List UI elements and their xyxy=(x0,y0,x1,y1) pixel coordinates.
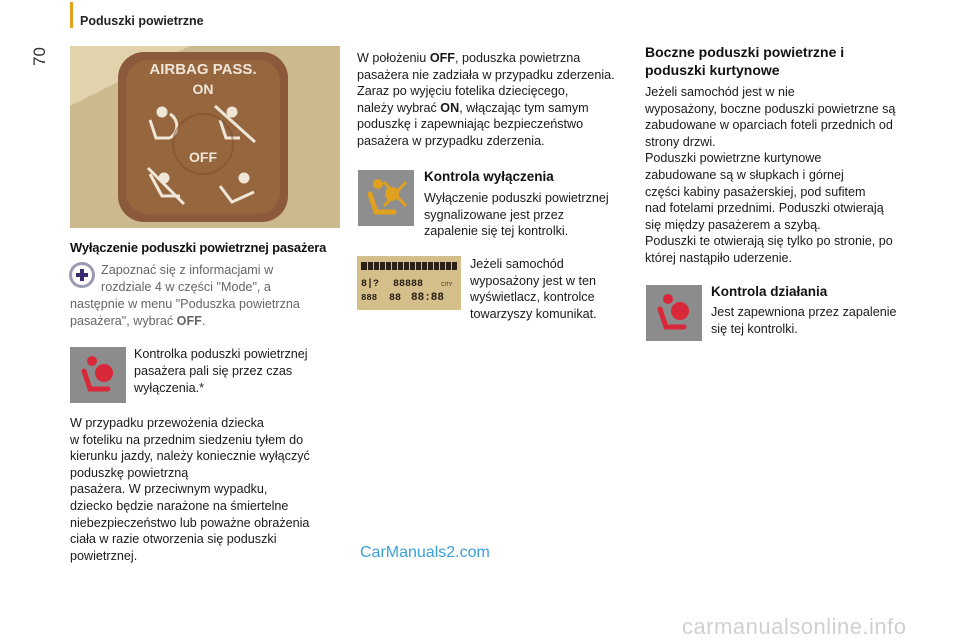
switch-off-text: OFF xyxy=(189,149,217,165)
left-para-line: niebezpieczeństwo lub poważne obrażenia xyxy=(70,515,310,530)
display-line: wyposażony jest w ten xyxy=(470,273,596,288)
info-plus-icon xyxy=(69,262,95,288)
airbag-switch-photo xyxy=(70,46,340,228)
carmanualsonline-watermark: carmanualsonline.info xyxy=(682,614,907,639)
kontrolka-line-2: pasażera pali się przez czas xyxy=(134,364,293,378)
note-off-bold: OFF xyxy=(176,314,202,328)
left-para-line: w foteliku na przednim siedzeniu tyłem do xyxy=(70,432,304,447)
svg-text:88:88: 88:88 xyxy=(411,292,445,304)
display-line: wyświetlacz, kontrolce xyxy=(470,290,595,305)
boczne-line: wyposażony, boczne poduszki powietrzne są xyxy=(645,101,896,116)
boczne-heading-line-1: Boczne poduszki powietrzne i xyxy=(645,44,845,60)
left-para-line: pasażera. W przeciwnym wypadku, xyxy=(70,482,268,497)
passenger-airbag-warning-icon xyxy=(70,347,126,403)
kontrola-line: Wyłączenie poduszki powietrznej xyxy=(424,191,609,205)
airbag-warning-icon xyxy=(646,285,702,341)
left-heading: Wyłączenie poduszki powietrznej pasażera xyxy=(70,240,327,255)
boczne-line: strony drzwi. xyxy=(645,134,716,149)
note-line-3: następnie w menu "Poduszka powietrzna xyxy=(70,297,300,311)
kontrolka-line-1: Kontrolka poduszki powietrznej xyxy=(134,347,308,361)
boczne-line: nad fotelami przednimi. Poduszki otwierają xyxy=(645,201,884,216)
airbag-off-warning-icon xyxy=(358,170,414,226)
mid-line-6: pasażera w przypadku zderzenia. xyxy=(357,133,545,148)
boczne-line: zabudowane są w słupkach i górnej xyxy=(645,167,844,182)
mid-line-4 xyxy=(357,100,615,117)
mid-line-5: poduszkę i zapewniając bezpieczeństwo xyxy=(357,117,584,132)
header-accent-bar xyxy=(70,2,73,28)
dzialania-line: się tej kontrolki. xyxy=(711,321,798,336)
mid-line-1 xyxy=(357,50,615,67)
note-line-4 xyxy=(70,313,205,330)
boczne-text xyxy=(645,84,895,267)
boczne-line: części kabiny pasażerskiej, pod sufitem xyxy=(645,184,866,199)
note-line-1: Zapoznać się z informacjami w xyxy=(101,263,274,277)
display-line: towarzyszy komunikat. xyxy=(470,306,597,321)
left-para-line: poduszkę powietrzną xyxy=(70,465,189,480)
mid-line-2: pasażera nie zadziała w przypadku zderzenia. xyxy=(357,67,615,82)
multifunction-display-image xyxy=(357,256,461,310)
carmanuals-watermark[interactable]: CarManuals2.com xyxy=(360,544,490,561)
display-text xyxy=(470,256,597,322)
airbag-switch-illustration xyxy=(70,46,340,228)
dzialania-heading: Kontrola działania xyxy=(711,284,828,299)
left-para-line: powietrznej. xyxy=(70,548,138,563)
dzialania-line: Jest zapewniona przez zapalenie xyxy=(711,305,897,319)
section-title: Poduszki powietrzne xyxy=(80,14,204,28)
middle-paragraph xyxy=(357,50,615,150)
note-line-4-prefix: pasażera", wybrać xyxy=(70,314,177,328)
svg-text:8|?: 8|? xyxy=(361,279,380,290)
boczne-line: Jeżeli samochód jest w nie xyxy=(645,85,795,99)
kontrola-line: sygnalizowane jest przez xyxy=(424,207,565,222)
mid-off-bold: OFF xyxy=(429,51,455,65)
left-para-line: ciała w razie otworzenia się poduszki xyxy=(70,532,277,547)
boczne-line: Poduszki te otwierają się tylko po stronie, po xyxy=(645,234,893,249)
boczne-line: Poduszki powietrzne kurtynowe xyxy=(645,151,822,166)
left-para-line: dziecko będzie narażone na śmiertelne xyxy=(70,498,289,513)
page-number: 70 xyxy=(30,47,49,66)
boczne-heading xyxy=(645,43,925,79)
switch-on-text: ON xyxy=(192,81,214,97)
mid-line-4-suffix: , włączając tym samym xyxy=(459,100,589,115)
kontrola-text xyxy=(424,190,609,240)
note-line-2: rozdziale 4 w części "Mode", a xyxy=(101,280,271,294)
dzialania-text xyxy=(711,304,897,337)
svg-text:88: 88 xyxy=(389,293,402,304)
switch-title-text: AIRBAG PASS. xyxy=(149,61,257,78)
boczne-line: której nastąpiło uderzenie. xyxy=(645,250,793,265)
left-para-line: kierunku jazdy, należy koniecznie wyłączyć xyxy=(70,449,310,464)
mid-line-1-prefix: W położeniu xyxy=(357,51,430,65)
left-paragraph xyxy=(70,415,310,564)
boczne-heading-line-2: poduszki kurtynowe xyxy=(645,62,780,78)
mid-line-1-suffix: , poduszka powietrzna xyxy=(455,51,581,65)
boczne-line: się między pasażerem a szybą. xyxy=(645,217,821,232)
note-line-4-suffix: . xyxy=(201,314,206,328)
display-line: Jeżeli samochód xyxy=(470,257,564,271)
display-city-label: CITY xyxy=(441,282,453,288)
kontrola-heading: Kontrola wyłączenia xyxy=(424,169,554,184)
left-para-line: W przypadku przewożenia dziecka xyxy=(70,416,264,430)
svg-text:88888: 88888 xyxy=(393,279,424,290)
mid-line-3: Zaraz po wyjęciu fotelika dziecięcego, xyxy=(357,84,569,99)
mid-line-4-prefix: należy wybrać xyxy=(357,100,441,115)
boczne-line: zabudowane w oparciach foteli przednich od xyxy=(645,118,893,133)
svg-text:888: 888 xyxy=(361,293,378,303)
kontrolka-line-3: wyłączenia.* xyxy=(134,381,204,395)
page-number-wrap xyxy=(30,47,49,86)
mid-on-bold: ON xyxy=(440,100,460,115)
kontrola-line: zapalenie się tej kontrolki. xyxy=(424,224,569,239)
